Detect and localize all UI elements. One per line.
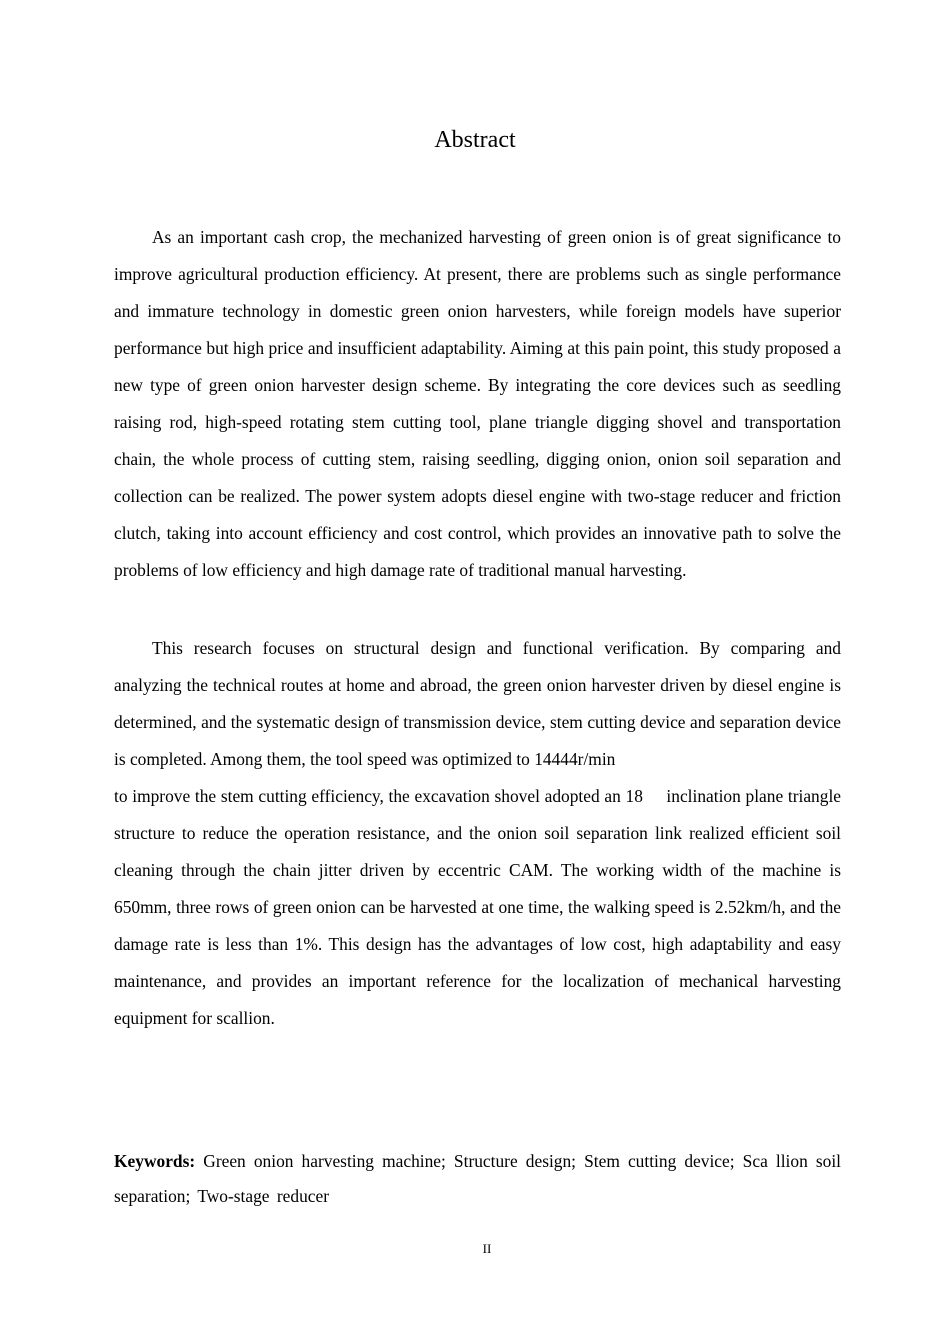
abstract-paragraph-2-part-2: to improve the stem cutting efficiency, the excavation shovel adopted an 18 inclination plane triangle structure to reduce the operation resistance, and the onion soil separation link realized efficient soil cleaning through the chain jitter driven by eccentric CAM. The working width of the machine is 650mm, three rows of green onion can be harvested at one time, the walking speed is 2.52km/h, and the damage rate is less than 1%. This design has the advantages of low cost, high adaptability and easy maintenance, and provides an important reference for the localization of mechanical harvesting equipment for scallion. — [114, 786, 841, 1028]
abstract-paragraph-1: As an important cash crop, the mechanized harvesting of green onion is of great significance to improve agricultural production efficiency. At present, there are problems such as single performance and immature technology in domestic green onion harvesters, while foreign models have superior performance but high price and insufficient adaptability. Aiming at this pain point, this study proposed a new type of green onion harvester design scheme. By integrating the core devices such as seedling raising rod, high-speed rotating stem cutting tool, plane triangle digging shovel and transportation chain, the whole process of cutting stem, raising seedling, digging onion, onion soil separation and collection can be realized. The power system adopts diesel engine with two-stage reducer and friction clutch, taking into account efficiency and cost control, which provides an innovative path to solve the problems of low efficiency and high damage rate of traditional manual harvesting. — [114, 227, 841, 580]
abstract-paragraph-2 — [114, 630, 841, 1037]
abstract-title: Abstract — [434, 127, 516, 153]
page-number: II — [482, 1241, 492, 1256]
keywords-label: Keywords: — [114, 1151, 196, 1171]
abstract-paragraph-2-part-1: This research focuses on structural design and functional verification. By comparing and analyzing the technical routes at home and abroad, the green onion harvester driven by diesel engine is determined, and the systematic design of transmission device, stem cutting device and separation device is completed. Among them, the tool speed was optimized to 14444r/min — [114, 638, 841, 769]
keywords-text: Green onion harvesting machine; Structure design; Stem cutting device; Sca llion soil separation; Two-stage reducer — [114, 1151, 841, 1206]
keywords-line — [114, 1144, 841, 1214]
